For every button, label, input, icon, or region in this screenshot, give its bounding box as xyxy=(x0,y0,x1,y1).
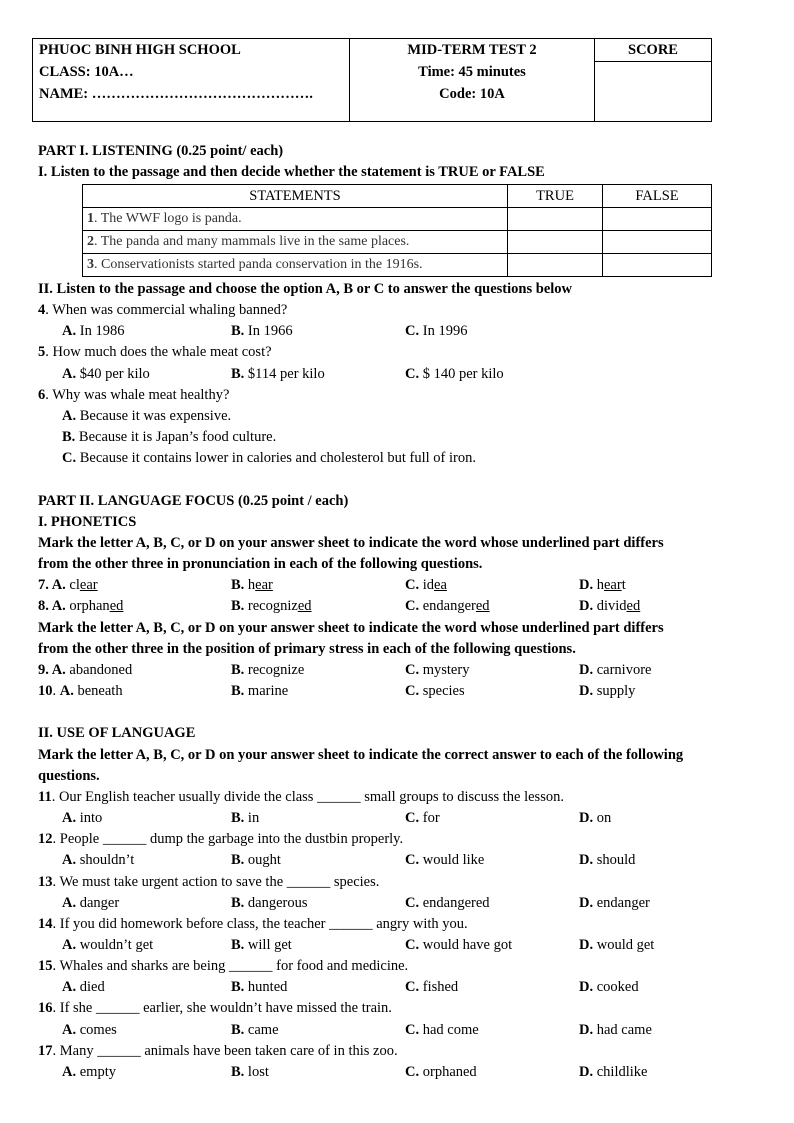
table-row xyxy=(83,254,712,277)
listening-section-2: II. Listen to the passage and choose the option A, B or C to answer the questions below xyxy=(38,281,573,297)
statements-header-row xyxy=(83,185,712,208)
q4-option-c: C. In 1996 xyxy=(405,323,468,339)
true-answer-box[interactable] xyxy=(508,208,603,231)
question-6: 6. Why was whale meat healthy? xyxy=(38,387,230,403)
q11-option-d: D. on xyxy=(579,810,612,826)
question-8-option-a: 8. A. orphaned xyxy=(38,598,124,614)
q12-option-a: A. shouldn’t xyxy=(62,852,135,868)
question-7-option-a: 7. A. clear xyxy=(38,577,98,593)
col-statements: STATEMENTS xyxy=(83,185,508,208)
header-table xyxy=(32,38,712,122)
q6-option-a: A. Because it was expensive. xyxy=(62,408,232,424)
q7-option-b: B. hear xyxy=(231,577,273,593)
false-answer-box[interactable] xyxy=(603,254,712,277)
q4-option-b: B. In 1966 xyxy=(231,323,293,339)
statement-cell: 3. Conservationists started panda conservation in the 1916s. xyxy=(83,254,508,277)
q4-option-a: A. In 1986 xyxy=(62,323,125,339)
table-row xyxy=(83,231,712,254)
question-14: 14. If you did homework before class, the teacher ______ angry with you. xyxy=(38,916,468,932)
q5-option-a: A. $40 per kilo xyxy=(62,366,150,382)
stress-instruction-2: from the other three in the position of primary stress in each of the following questions. xyxy=(38,641,576,657)
use-of-language-heading: II. USE OF LANGUAGE xyxy=(38,725,196,741)
q12-option-b: B. ought xyxy=(231,852,281,868)
q17-option-a: A. empty xyxy=(62,1064,116,1080)
q11-option-a: A. into xyxy=(62,810,103,826)
q12-option-d: D. should xyxy=(579,852,636,868)
q10-option-c: C. species xyxy=(405,683,465,699)
q14-option-c: C. would have got xyxy=(405,937,513,953)
test-code: Code: 10A xyxy=(439,86,505,102)
name-label: NAME: ………………………………………. xyxy=(39,86,313,102)
listening-section-1: I. Listen to the passage and then decide whether the statement is TRUE or FALSE xyxy=(38,164,545,180)
true-answer-box[interactable] xyxy=(508,231,603,254)
statements-table xyxy=(82,184,712,277)
q15-option-c: C. fished xyxy=(405,979,459,995)
q16-option-c: C. had come xyxy=(405,1022,479,1038)
test-title: MID-TERM TEST 2 xyxy=(407,42,537,58)
col-false: FALSE xyxy=(603,185,712,208)
q10-option-d: D. supply xyxy=(579,683,636,699)
use-instruction-2: questions. xyxy=(38,768,100,784)
q15-option-b: B. hunted xyxy=(231,979,288,995)
question-4: 4. When was commercial whaling banned? xyxy=(38,302,288,318)
q14-option-d: D. would get xyxy=(579,937,655,953)
q8-option-c: C. endangered xyxy=(405,598,490,614)
question-9-option-a: 9. A. abandoned xyxy=(38,662,133,678)
part2-title: PART II. LANGUAGE FOCUS (0.25 point / each) xyxy=(38,493,349,509)
q8-option-d: D. divided xyxy=(579,598,641,614)
question-12: 12. People ______ dump the garbage into the dustbin properly. xyxy=(38,831,404,847)
q7-option-d: D. heart xyxy=(579,577,626,593)
q15-option-d: D. cooked xyxy=(579,979,639,995)
col-true: TRUE xyxy=(508,185,603,208)
statement-cell: 2. The panda and many mammals live in the same places. xyxy=(83,231,508,254)
q15-option-a: A. died xyxy=(62,979,105,995)
score-title: SCORE xyxy=(595,39,711,62)
phonetics-instruction-2: from the other three in pronunciation in each of the following questions. xyxy=(38,556,483,572)
q9-option-d: D. carnivore xyxy=(579,662,652,678)
question-11: 11. Our English teacher usually divide the class ______ small groups to discuss the lesson. xyxy=(38,789,564,805)
q8-option-b: B. recognized xyxy=(231,598,312,614)
question-17: 17. Many ______ animals have been taken care of in this zoo. xyxy=(38,1043,398,1059)
phonetics-instruction-1: Mark the letter A, B, C, or D on your answer sheet to indicate the word whose underlined part differs xyxy=(38,535,664,551)
test-time: Time: 45 minutes xyxy=(418,64,526,80)
table-row xyxy=(83,208,712,231)
test-info-cell xyxy=(350,39,595,122)
score-cell xyxy=(595,39,712,122)
phonetics-heading: I. PHONETICS xyxy=(38,514,137,530)
question-13: 13. We must take urgent action to save the ______ species. xyxy=(38,874,380,890)
q5-option-c: C. $ 140 per kilo xyxy=(405,366,504,382)
true-answer-box[interactable] xyxy=(508,254,603,277)
q6-option-c: C. Because it contains lower in calories and cholesterol but full of iron. xyxy=(62,450,476,466)
q16-option-a: A. comes xyxy=(62,1022,117,1038)
q12-option-c: C. would like xyxy=(405,852,485,868)
stress-instruction-1: Mark the letter A, B, C, or D on your answer sheet to indicate the word whose underlined part differs xyxy=(38,620,664,636)
q9-option-c: C. mystery xyxy=(405,662,470,678)
question-15: 15. Whales and sharks are being ______ for food and medicine. xyxy=(38,958,409,974)
q11-option-b: B. in xyxy=(231,810,260,826)
student-info-cell xyxy=(33,39,350,122)
question-16: 16. If she ______ earlier, she wouldn’t have missed the train. xyxy=(38,1000,392,1016)
q17-option-d: D. childlike xyxy=(579,1064,648,1080)
question-10-option-a: 10. A. beneath xyxy=(38,683,123,699)
q13-option-a: A. danger xyxy=(62,895,120,911)
q14-option-b: B. will get xyxy=(231,937,292,953)
school-name: PHUOC BINH HIGH SCHOOL xyxy=(39,42,241,58)
class-label: CLASS: 10A… xyxy=(39,64,134,80)
q14-option-a: A. wouldn’t get xyxy=(62,937,154,953)
q6-option-b: B. Because it is Japan’s food culture. xyxy=(62,429,277,445)
q5-option-b: B. $114 per kilo xyxy=(231,366,325,382)
q17-option-c: C. orphaned xyxy=(405,1064,477,1080)
q13-option-c: C. endangered xyxy=(405,895,490,911)
question-5: 5. How much does the whale meat cost? xyxy=(38,344,272,360)
part1-title: PART I. LISTENING (0.25 point/ each) xyxy=(38,143,284,159)
q13-option-b: B. dangerous xyxy=(231,895,308,911)
q16-option-b: B. came xyxy=(231,1022,279,1038)
q11-option-c: C. for xyxy=(405,810,440,826)
statement-cell: 1. The WWF logo is panda. xyxy=(83,208,508,231)
q10-option-b: B. marine xyxy=(231,683,289,699)
false-answer-box[interactable] xyxy=(603,208,712,231)
q7-option-c: C. idea xyxy=(405,577,447,593)
q9-option-b: B. recognize xyxy=(231,662,305,678)
q13-option-d: D. endanger xyxy=(579,895,650,911)
q16-option-d: D. had came xyxy=(579,1022,652,1038)
q17-option-b: B. lost xyxy=(231,1064,269,1080)
false-answer-box[interactable] xyxy=(603,231,712,254)
use-instruction-1: Mark the letter A, B, C, or D on your answer sheet to indicate the correct answer to each of the following xyxy=(38,747,684,763)
